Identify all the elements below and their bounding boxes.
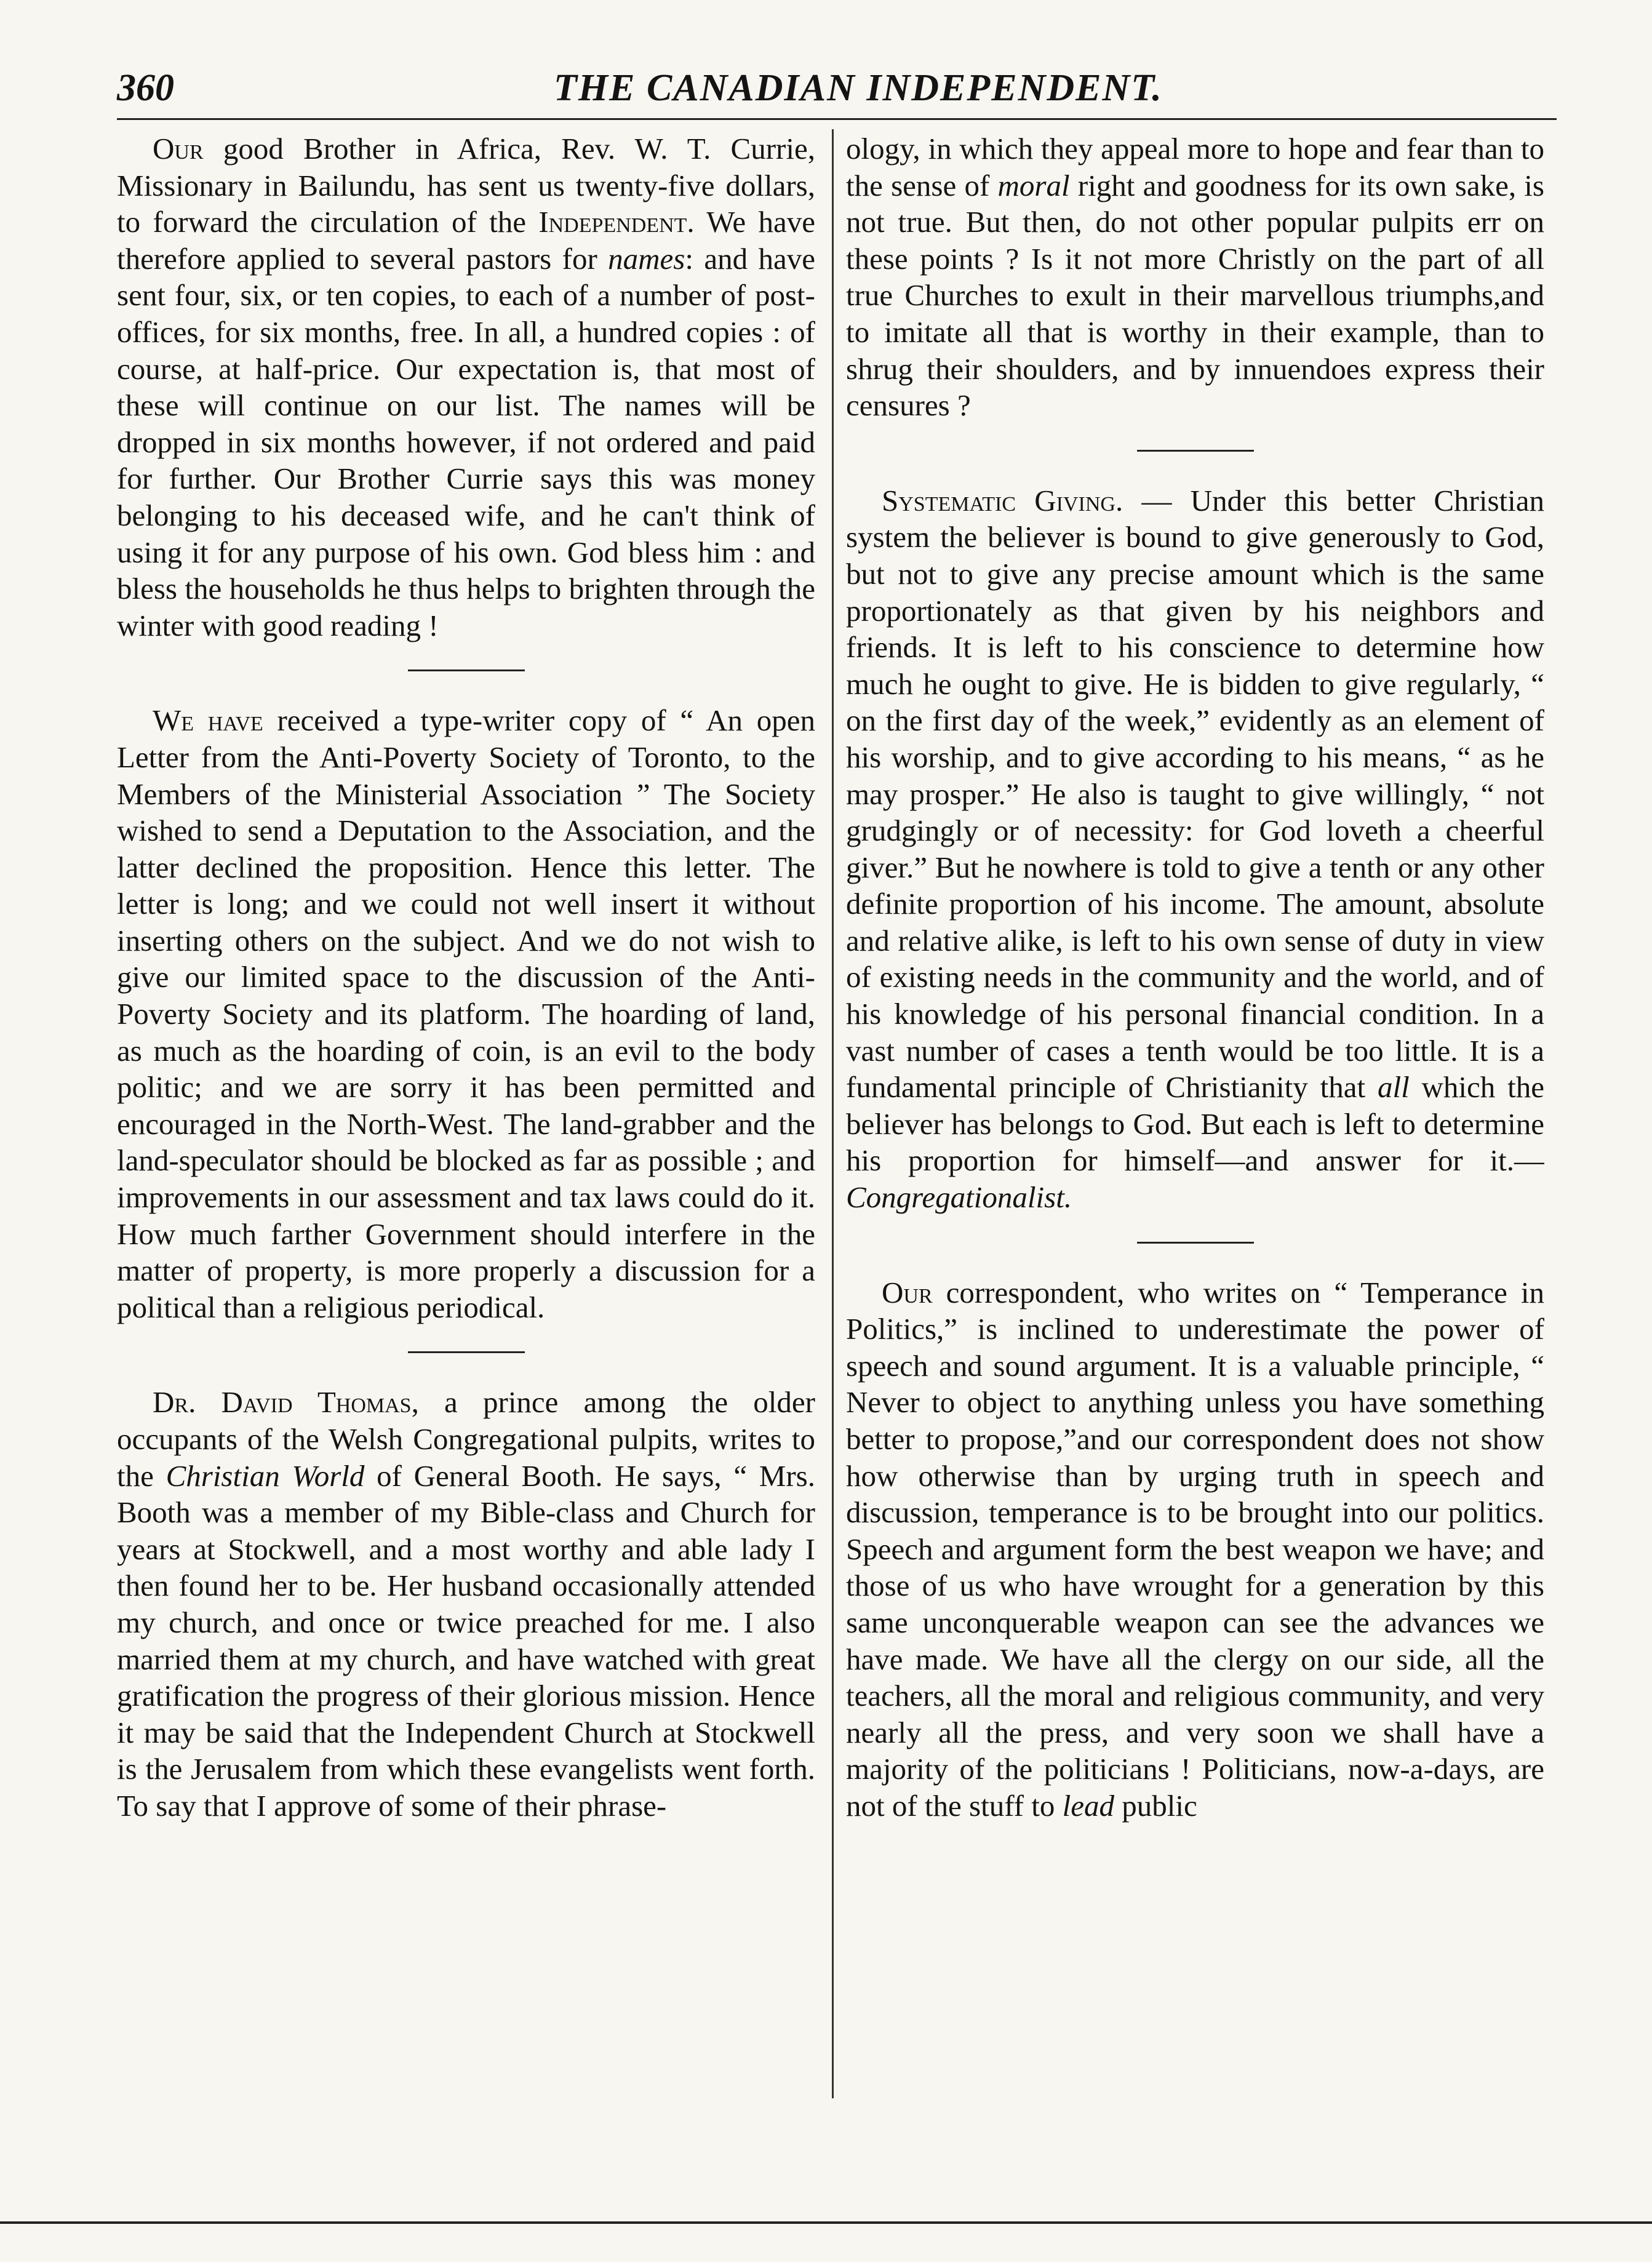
footer-rule bbox=[0, 2221, 1652, 2224]
section-separator bbox=[408, 669, 525, 671]
paragraph-text: which the believer has belongs to God. But each is left to determine his proportion for himself—and answer for it.— bbox=[846, 1070, 1544, 1178]
section-separator bbox=[1137, 1242, 1254, 1244]
paragraph-lead: Our bbox=[153, 132, 204, 166]
right-column bbox=[846, 130, 1544, 2103]
paragraph-text: : and have sent four, six, or ten copies, to each of a number of post-offices, for six months, free. In all, a hundred copies : of course, at half-price. Our expectation is, that most of these will continue on our list. The names will be dropped in six months however, if not ordered and paid for further. Our Brother Currie says this was money belonging to his deceased wife, and he can't think of using it for any purpose of his own. God bless him : and bless the households he thus helps to brighten through the winter with good reading ! bbox=[117, 241, 815, 642]
paragraph-text: — Under this better Christian system the believer is bound to give generously to God, but not to give any precise amount which is the same proportionately as that given by his neighbors and friends. It is left to his conscience to determine how much he ought to give. He is bidden to give regularly, “ on the first day of the week,” evidently as an element of his worship, and to give according to his means, “ as he may prosper.” He also is taught to give willingly, “ not grudgingly or of necessity: for God loveth a cheerful giver.” But he nowhere is told to give a tenth or any other definite proportion of his income. The amount, absolute and relative alike, is left to his own sense of duty in view of existing needs in the community and the world, and of his knowledge of his personal financial condition. In a vast number of cases a tenth would be too little. It is a fundamental principle of Christianity that bbox=[846, 483, 1544, 1105]
paragraph-lead: Our bbox=[882, 1275, 933, 1309]
paragraph-lead: Dr. David Thomas bbox=[153, 1385, 412, 1420]
paragraph-text: of General Booth. He says, “ Mrs. Booth was a member of my Bible-class and Church for years at Stockwell, and a most worthy and able lady I then found her to be. Her husband occasionally attended my church, and once or twice preached for me. I also married them at my church, and have watched with great gratification the progress of their glorious mission. Hence it may be said that the Independent Church at Stockwell is the Jerusalem from which these evangelists went forth. To say that I approve of some of their phrase- bbox=[117, 1458, 815, 1823]
page-number: 360 bbox=[117, 67, 174, 109]
paragraph-text: public bbox=[1114, 1788, 1197, 1823]
paragraph-text: , a prince among the older occupants of the Welsh Congregational pulpits, writes to the bbox=[117, 1385, 815, 1493]
article-david-thomas bbox=[117, 1384, 815, 1824]
article-anti-poverty-letter bbox=[117, 702, 815, 1325]
paragraph-lead: Systematic Giving. bbox=[882, 483, 1123, 518]
paragraph-text: ology, in which they appeal more to hope and fear than to the sense of bbox=[846, 132, 1544, 202]
paragraph-text: good Brother in Africa, Rev. W. T. Currie, Missionary in Bailundu, has sent us twenty-five dollars, to forward the circulation of the bbox=[117, 132, 815, 239]
article-temperance-politics bbox=[846, 1274, 1544, 1824]
journal-title: THE CANADIAN INDEPENDENT. bbox=[554, 67, 1163, 109]
header-rule bbox=[117, 118, 1557, 120]
article-currie-donation bbox=[117, 130, 815, 644]
emphasis-moral: moral bbox=[997, 168, 1070, 202]
emphasis-lead: lead bbox=[1062, 1788, 1114, 1823]
paragraph-lead: We have bbox=[153, 703, 263, 738]
journal-name: Independent bbox=[538, 205, 687, 239]
column-divider bbox=[832, 129, 834, 2098]
left-column bbox=[117, 130, 815, 2103]
article-systematic-giving bbox=[846, 482, 1544, 1216]
page-header bbox=[117, 62, 1557, 117]
paragraph-text: . We have therefore applied to several pastors for bbox=[117, 205, 815, 276]
paragraph-text: correspondent, who writes on “ Temperance in Politics,” is inclined to underestimate the power of speech and sound argument. It is a valuable principle, “ Never to object to anything unless you have something better to propose,”and our correspondent does not show how otherwise than by urging truth in speech and discussion, temperance is to be brought into our politics. Speech and argument form the best weapon we have; and those of us who have wrought for a generation by this same unconquerable weapon can see the advances we have made. We have all the clergy on our side, all the teachers, all the moral and religious community, and very nearly all the press, and very soon we shall have a majority of the politicians ! Politicians, now-a-days, are not of the stuff to bbox=[846, 1275, 1544, 1823]
emphasis-names: names bbox=[608, 241, 685, 276]
article-david-thomas-continued bbox=[846, 130, 1544, 424]
emphasis-all: all bbox=[1377, 1070, 1410, 1105]
section-separator bbox=[408, 1351, 525, 1353]
source-attribution: Congregationalist. bbox=[846, 1180, 1072, 1215]
paragraph-text: right and goodness for its own sake, is not true. But then, do not other popular pulpits err on these points ? Is it not more Christly on the part of all true Churches to exult in their marvellous triumphs,and to imitate all that is worthy in their example, than to shrug their shoulders, and by innuendoes express their censures ? bbox=[846, 168, 1544, 423]
section-separator bbox=[1137, 450, 1254, 452]
paragraph-text: received a type-writer copy of “ An open Letter from the Anti-Poverty Society of Toronto, to the Members of the Ministerial Association ” The Society wished to send a Deputation to the Association, and the latter declined the proposition. Hence this letter. The letter is long; and we could not well insert it without inserting others on the subject. And we do not wish to give our limited space to the discussion of the Anti-Poverty Society and its platform. The hoarding of land, as much as the hoarding of coin, is an evil to the body politic; and we are sorry it has been permitted and encouraged in the North-West. The land-grabber and the land-speculator should be blocked as far as possible ; and improvements in our assessment and tax laws could do it. How much farther Government should interfere in the matter of property, is more properly a discussion for a political than a religious periodical. bbox=[117, 703, 815, 1324]
emphasis-christian-world: Christian World bbox=[166, 1458, 365, 1493]
